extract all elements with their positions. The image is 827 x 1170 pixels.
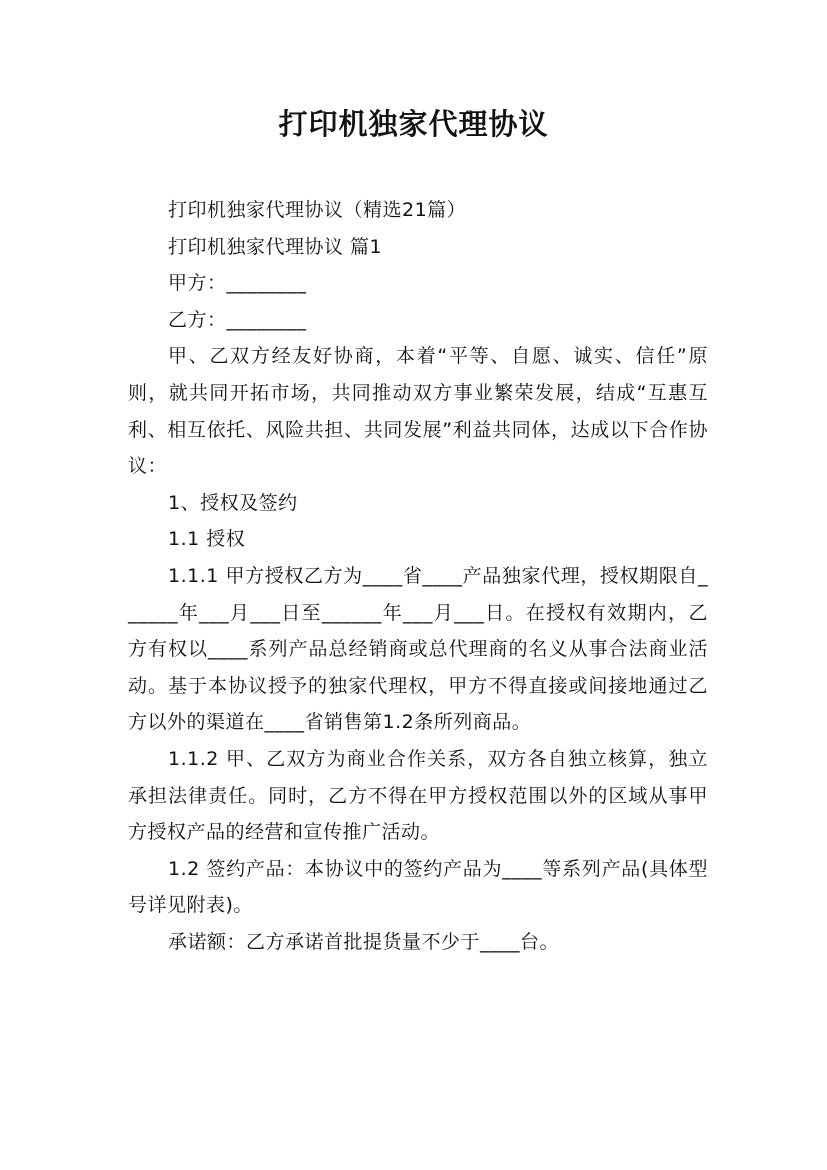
paragraph-clause-1-1-1: 1.1.1 甲方授权乙方为____省____产品独家代理，授权期限自______年___月___日至______年___月___日。在授权有效期内，乙方有权以____系列产品总经销商或总代理商的名义从事合法商业活动。基于本协议授予的独家代理权，甲方不得直接或间接地通过乙方以外的渠道在____省销售第1.2条所列商品。 xyxy=(128,564,708,734)
paragraph-clause-1: 1、授权及签约 xyxy=(168,491,298,514)
paragraph-party-b: 乙方：________ xyxy=(168,308,307,331)
paragraph-party-a: 甲方：________ xyxy=(168,272,307,295)
paragraph-commitment: 承诺额：乙方承诺首批提货量不少于____台。 xyxy=(168,930,560,953)
paragraph-preamble: 甲、乙双方经友好协商，本着“平等、自愿、诚实、信任”原则，就共同开拓市场，共同推动双方事业繁荣发展，结成“互惠互利、相互依托、风险共担、共同发展”利益共同体，达成以下合作协议： xyxy=(128,345,708,478)
document-body xyxy=(128,192,708,960)
paragraph-subtitle: 打印机独家代理协议（精选21篇） xyxy=(168,199,467,221)
paragraph-clause-1-2: 1.2 签约产品：本协议中的签约产品为____等系列产品(具体型号详见附表)。 xyxy=(128,857,708,917)
paragraph-section-heading: 打印机独家代理协议 篇1 xyxy=(168,235,383,258)
document-title: 打印机独家代理协议 xyxy=(278,107,549,141)
paragraph-clause-1-1: 1.1 授权 xyxy=(168,528,246,551)
paragraph-clause-1-1-2: 1.1.2 甲、乙双方为商业合作关系，双方各自独立核算，独立承担法律责任。同时，乙方不得在甲方授权范围以外的区域从事甲方授权产品的经营和宣传推广活动。 xyxy=(128,747,708,844)
